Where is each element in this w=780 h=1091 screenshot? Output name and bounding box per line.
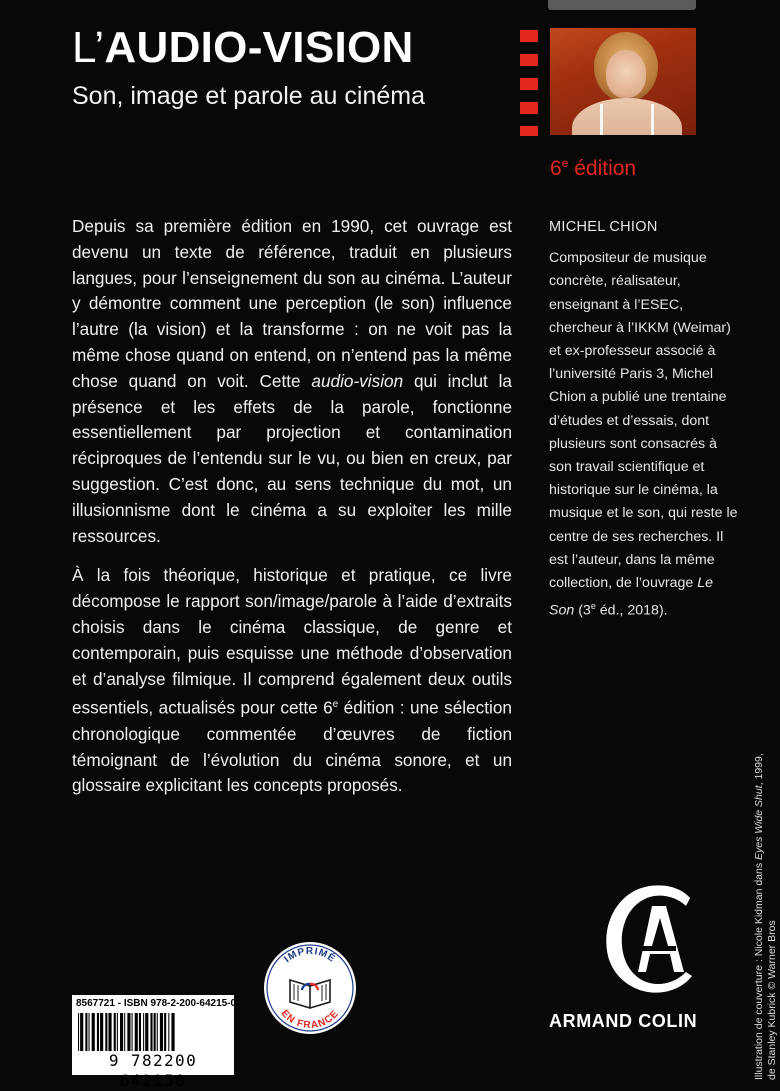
description-paragraph-2: À la fois théorique, historique et pratique, ce livre décompose le rapport son/image/parole à l’aide d’extraits choisis dans le cinéma classique, de genre et contemporain, puis esquisse une méthode d’observation et d’analyse filmique. Il comprend également deux outils essentiels, actualisés pour cette 6e édition : une sélection chronologique commentée d’œuvres de fiction témoignant de l’évolution du cinéma sonore, et un glossaire explicitant les concepts proposés. xyxy=(72,565,512,796)
film-sprocket xyxy=(520,126,538,136)
barcode-bar xyxy=(168,1013,169,1051)
barcode-bar xyxy=(97,1013,99,1051)
film-sprocket xyxy=(520,78,538,90)
barcode-digits: 9 782200 642150 xyxy=(108,1051,198,1090)
film-strip-top-bar xyxy=(548,0,696,10)
barcode-bar xyxy=(108,1013,111,1051)
film-sprocket xyxy=(520,102,538,114)
barcode-bar xyxy=(132,1013,133,1051)
cover-photo xyxy=(550,28,696,135)
barcode-bar xyxy=(117,1013,118,1051)
armand-colin-logo xyxy=(598,880,696,1000)
film-sprocket xyxy=(520,54,538,66)
barcode-bar xyxy=(85,1013,87,1051)
barcode-bar xyxy=(139,1013,141,1051)
barcode-bar xyxy=(78,1013,79,1051)
author-bio: Compositeur de musique concrète, réalisateur, enseignant à l’ESEC, chercheur à l’IKKM (Weimar) et ex-professeur associé à l’université Paris 3, Michel Chion a publié une trentaine d’études et d’essais, dont plusieurs sont consacrés à son travail scientifique et historique sur le cinéma, la musique et le son, qui reste le centre de ses recherches. Il est l’auteur, dans la même collection, de l’ouvrage Le Son (3e éd., 2018). xyxy=(549,250,738,619)
imprime-en-france-badge xyxy=(262,940,358,1036)
description-paragraph-1: Depuis sa première édition en 1990, cet ouvrage est devenu un texte de référence, traduit en plusieurs langues, pour l’enseignement du son au cinéma. L’auteur y démontre comment une perception (le son) influence l’autre (la vision) et la transforme : on ne voit pas la même chose quand on entend, on n’entend pas la même chose quand on voit. Cette audio-vision qui inclut la présence et les effets de la parole, fonctionne essentiellement par projection et contamination réciproques de l’entendu sur le vu, ou bien en creux, par suggestion. C’est donc, au sens technique du mot, un illusionnisme dont le cinéma a su exploiter les mille ressources. xyxy=(72,216,512,546)
barcode-bar xyxy=(143,1013,144,1051)
barcode-bar xyxy=(89,1013,90,1051)
cover-credit: Illustration de couverture : Nicole Kidman dans Eyes Wide Shut, 1999, de Stanley Kubrick © Warner Bros xyxy=(753,753,778,1080)
publisher-name: ARMAND COLIN xyxy=(549,1011,698,1031)
isbn-text: 8567721 - ISBN 978-2-200-64215-0 xyxy=(76,998,237,1009)
barcode-bar xyxy=(164,1013,166,1051)
barcode-bar xyxy=(80,1013,83,1051)
barcode-bar xyxy=(150,1013,152,1051)
barcode-bar xyxy=(105,1013,107,1051)
badge-bottom-text: EN FRANCE xyxy=(278,1008,342,1032)
barcode-bar xyxy=(100,1013,103,1051)
film-strip-image xyxy=(520,0,696,140)
barcode-bar xyxy=(92,1013,95,1051)
book-subtitle: Son, image et parole au cinéma xyxy=(72,82,425,110)
edition-label: 6e édition xyxy=(550,156,637,180)
barcode-bar xyxy=(154,1013,156,1051)
book-title xyxy=(72,22,414,74)
barcode-bar xyxy=(124,1013,125,1051)
barcode-bar xyxy=(157,1013,158,1051)
barcode-bars xyxy=(76,1013,230,1051)
barcode-bar xyxy=(127,1013,130,1051)
title-main: AUDIO-VISION xyxy=(104,23,414,72)
barcode-bar xyxy=(171,1013,174,1051)
isbn-barcode xyxy=(72,995,237,1090)
barcode-bar xyxy=(114,1013,116,1051)
author-name: MICHEL CHION xyxy=(549,219,658,235)
book-description xyxy=(72,214,512,813)
barcode-bar xyxy=(120,1013,123,1051)
author-bio-column xyxy=(549,216,739,623)
title-prefix: L’ xyxy=(72,23,105,72)
barcode-bar xyxy=(160,1013,163,1051)
barcode-bar xyxy=(145,1013,148,1051)
badge-top-text: IMPRIMÉ xyxy=(282,946,338,966)
film-sprocket xyxy=(520,30,538,42)
barcode-bar xyxy=(135,1013,138,1051)
